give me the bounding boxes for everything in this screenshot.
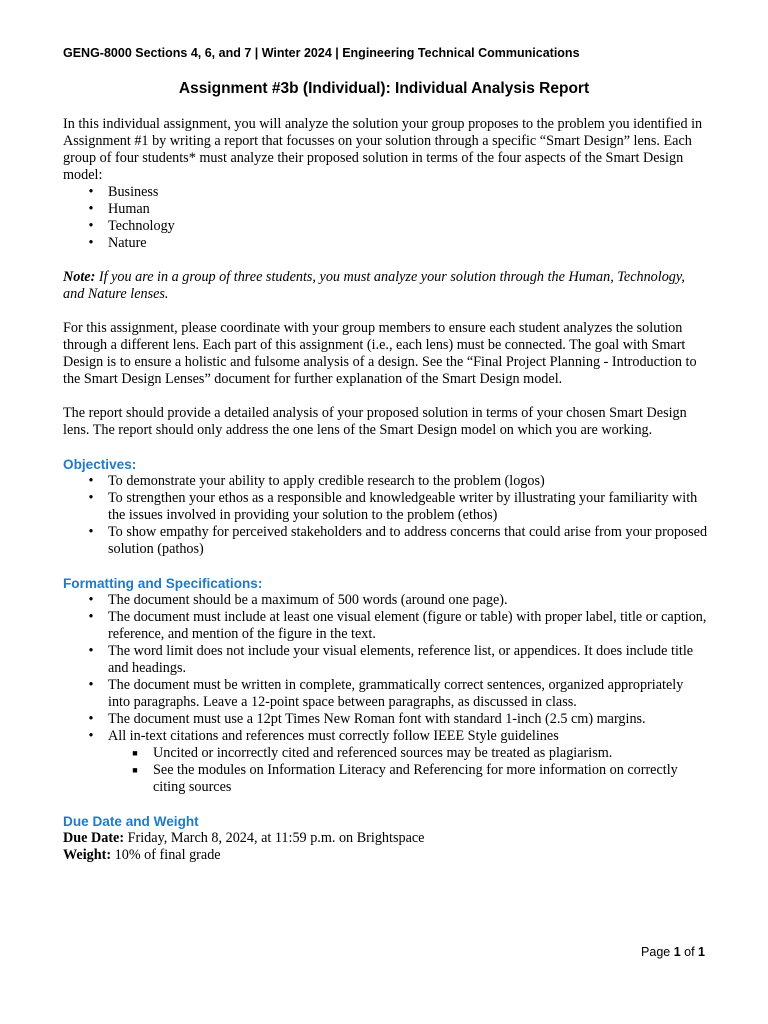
page-number: Page 1 of 1 xyxy=(641,945,705,959)
list-item: • The document should be a maximum of 500 words (around one page). xyxy=(63,592,708,609)
bullet-icon: • xyxy=(88,218,94,234)
due-date-heading: Due Date and Weight xyxy=(63,814,199,829)
bullet-icon: • xyxy=(88,711,94,727)
bullet-icon: • xyxy=(88,728,94,744)
list-item: ■ Uncited or incorrectly cited and referenced sources may be treated as plagiarism. xyxy=(108,745,708,762)
report-scope-paragraph: The report should provide a detailed analysis of your proposed solution in terms of your chosen Smart Design lens. The report should only address the one lens of the Smart Design model on which you are working. xyxy=(63,405,687,438)
note-label: Note: xyxy=(63,269,96,285)
document-header: GENG-8000 Sections 4, 6, and 7 | Winter 2024 | Engineering Technical Communications xyxy=(63,46,580,60)
objectives-heading: Objectives: xyxy=(63,457,137,472)
list-item: • The document must include at least one visual element (figure or table) with proper label, title or caption, reference, and mention of the figure in the text. xyxy=(63,609,708,643)
document-body xyxy=(63,116,708,864)
list-item: ■ See the modules on Information Literacy and Referencing for more information on correctly citing sources xyxy=(108,762,708,796)
list-item: • Nature xyxy=(63,235,708,252)
bullet-icon: • xyxy=(88,643,94,659)
bullet-icon: • xyxy=(88,524,94,540)
list-item: • To strengthen your ethos as a responsible and knowledgeable writer by illustrating your familiarity with the issues involved in providing your solution to the problem (ethos) xyxy=(63,490,708,524)
bullet-icon: • xyxy=(88,677,94,693)
square-bullet-icon: ■ xyxy=(132,748,138,758)
square-bullet-icon: ■ xyxy=(132,765,138,775)
list-item: • To demonstrate your ability to apply credible research to the problem (logos) xyxy=(63,473,708,490)
list-item: • The document must be written in complete, grammatically correct sentences, organized appropriately into paragraphs. Leave a 12-point space between paragraphs, as discussed in class. xyxy=(63,677,708,711)
intro-paragraph: In this individual assignment, you will analyze the solution your group proposes to the problem you identified in Assignment #1 by writing a report that focusses on your solution through a specific “Smart Design” lens. Each group of four students* must analyze their proposed solution in terms of the four aspects of the Smart Design model: xyxy=(63,116,703,183)
list-item: • Business xyxy=(63,184,708,201)
coordination-paragraph: For this assignment, please coordinate with your group members to ensure each student analyzes the solution through a different lens. Each part of this assignment (i.e., each lens) must be connected. The goal with Smart Design is to ensure a holistic and fulsome analysis of a design. See the “Final Project Planning - Introduction to the Smart Design Lenses” document for further explanation of the Smart Design model. xyxy=(63,320,697,387)
bullet-icon: • xyxy=(88,201,94,217)
objectives-list xyxy=(63,473,708,558)
list-item: • The document must use a 12pt Times New Roman font with standard 1-inch (2.5 cm) margins. xyxy=(63,711,708,728)
bullet-icon: • xyxy=(88,235,94,251)
lens-list xyxy=(63,184,708,252)
note-text: If you are in a group of three students, you must analyze your solution through the Human, Technology, and Nature lenses. xyxy=(63,269,685,302)
weight-line: Weight: 10% of final grade xyxy=(63,847,221,863)
formatting-heading: Formatting and Specifications: xyxy=(63,576,263,591)
bullet-icon: • xyxy=(88,592,94,608)
list-item: • To show empathy for perceived stakeholders and to address concerns that could arise from your proposed solution (pathos) xyxy=(63,524,708,558)
document-title: Assignment #3b (Individual): Individual Analysis Report xyxy=(178,80,590,97)
note-paragraph xyxy=(63,269,708,303)
bullet-icon: • xyxy=(88,473,94,489)
formatting-list xyxy=(63,592,708,796)
bullet-icon: • xyxy=(88,609,94,625)
bullet-icon: • xyxy=(88,184,94,200)
list-item: • Technology xyxy=(63,218,708,235)
due-date-line: Due Date: Friday, March 8, 2024, at 11:59 p.m. on Brightspace xyxy=(63,830,425,846)
list-item: • All in-text citations and references must correctly follow IEEE Style guidelines ■ Uncited or incorrectly cited and referenced sources may be treated as plagiarism. ■ See the modules on Information Literacy and Referencing for more information on correctly citing sources xyxy=(63,728,708,796)
list-item: • The word limit does not include your visual elements, reference list, or appendices. It does include title and headings. xyxy=(63,643,708,677)
bullet-icon: • xyxy=(88,490,94,506)
ieee-sublist xyxy=(108,745,708,796)
list-item: • Human xyxy=(63,201,708,218)
